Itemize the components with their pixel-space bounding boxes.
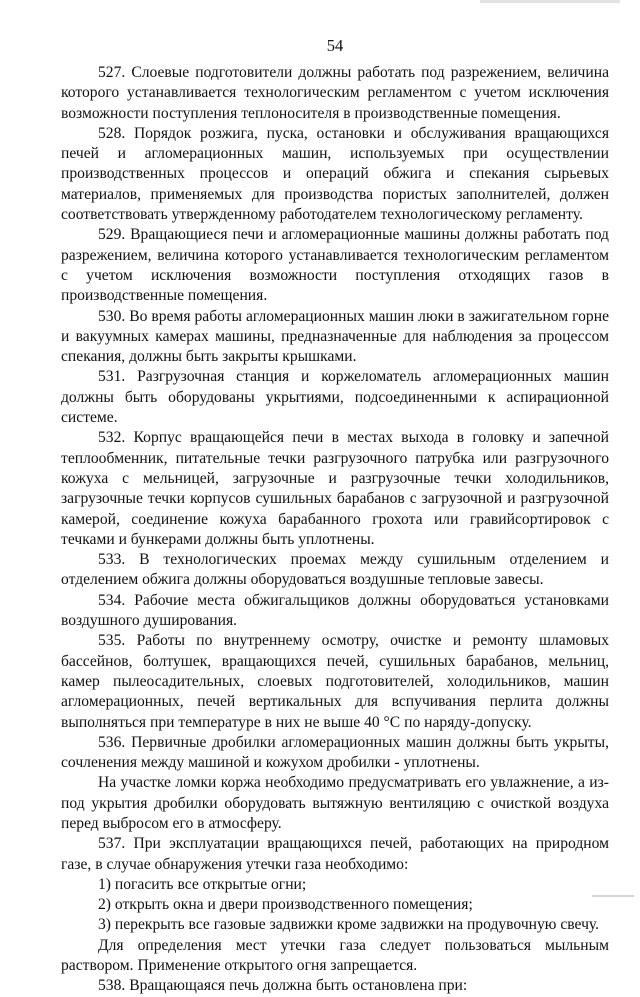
paragraph-531: 531. Разгрузочная станция и коржеломатель агломерационных машин должны быть оборудованы укрытиями, подсоединенными к аспирационной системе. [61,368,609,427]
paragraph-535: 535. Работы по внутреннему осмотру, очистке и ремонту шламовых бассейнов, болтушек, вращающихся печей, сушильных барабанов, мельниц, камер пылеосадительных, слоевых подготовителей, холодильников, машин агломерационных, печей вертикальных для вспучивания перлита должны выполняться при температуре в них не выше 40 °C по наряду-допуску. [61,632,609,731]
document-body [61,63,609,997]
list-item-3: 3) перекрыть все газовые задвижки кроме задвижки на продувочную свечу. [98,916,600,934]
paragraph-530: 530. Во время работы агломерационных машин люки в зажигательном горне и вакуумных камерах машины, предназначенные для наблюдения за процессом спекания, должны быть закрыты крышками. [61,307,609,366]
paragraph-529: 529. Вращающиеся печи и агломерационные машины должны работать под разрежением, величина которого устанавливается технологическим регламентом с учетом исключения возможности поступления отходящих газов в производственные помещения. [61,226,609,305]
page-number: 54 [326,36,344,55]
paragraph-533: 533. В технологических проемах между сушильным отделением и отделением обжига должны оборудоваться воздушные тепловые завесы. [61,551,609,589]
paragraph-534: 534. Рабочие места обжигальщиков должны оборудоваться установками воздушного душирования. [61,591,609,630]
paragraph-537-note: Для определения мест утечки газа следует пользоваться мыльным раствором. Применение открытого огня запрещается. [61,936,609,975]
paragraph-527: 527. Слоевые подготовители должны работать под разрежением, величина которого устанавливается технологическим регламентом с учетом исключения возможности поступления теплоносителя в производственные помещения. [61,64,609,122]
paragraph-532: 532. Корпус вращающейся печи в местах выхода в головку и запечной теплообменник, питательные течки разгрузочного патрубка или разгрузочного кожуха с мельницей, загрузочные и разгрузочные течки холодильников, загрузочные течки корпусов сушильных барабанов с загрузочной и разгрузочной камерой, соединение кожуха барабанного грохота или гравийсортировок с течками и бункерами должны быть уплотнены. [61,429,609,548]
list-item-1: 1) погасить все открытые огни; [98,875,307,893]
paragraph-536-continued: На участке ломки коржа необходимо предусматривать его увлажнение, а из-под укрытия дробилки оборудовать вытяжную вентиляцию с очисткой воздуха перед выбросом его в атмосферу. [61,774,609,832]
paragraph-528: 528. Порядок розжига, пуска, остановки и обслуживания вращающихся печей и агломерационных машин, используемых при осуществлении производственных процессов и операций обжига и спекания сырьевых материалов, применяемых для производства пористых заполнителей, должен соответствовать утвержденному работодателем технологическому регламенту. [61,124,609,224]
paragraph-536: 536. Первичные дробилки агломерационных машин должны быть укрыты, сочленения между машиной и кожухом дробилки - уплотнены. [61,733,609,772]
list-item-2: 2) открыть окна и двери производственного помещения; [98,896,473,914]
scan-artifact-top [480,0,620,3]
paragraph-537: 537. При эксплуатации вращающихся печей, работающих на природном газе, в случае обнаружения утечки газа необходимо: [61,835,609,873]
scan-artifact-bottom [592,895,634,897]
paragraph-538: 538. Вращающаяся печь должна быть остановлена при: [98,977,468,995]
